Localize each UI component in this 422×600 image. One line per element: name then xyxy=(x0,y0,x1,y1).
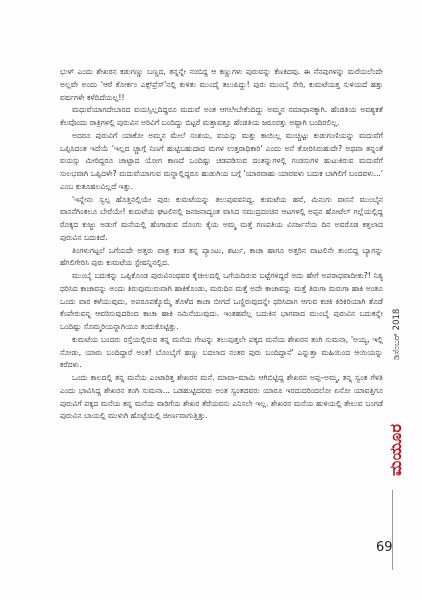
article-paragraph: ತಿಂಗಳುಗಟ್ಟಲೆ ಒಗೆಯದೇ ಅತ್ತರು ವಾತ್ರ ಕಂಡ ತನ್ನ ಪ್ಯಾಂಟು, ಶರ್ಟು, ಕಾಚಾ ಹಾಗೂ ಅತ್ತರಿನ ವಾಟಲಿನೇ ತುಂಬಿದ್ದ ಬ್ಯಾಗನ್ನು ಹೆಗಲಿಗೇರಿಸಿ ಪುರು ಕುಮಟೆಯ ಸ್ಟೇಷನ್ನಿನಲ್ಲಿದ. xyxy=(60,245,383,268)
magazine-logo: ಮಯೂರ xyxy=(386,423,405,476)
article-body xyxy=(60,66,383,423)
article-paragraph: ಕುಮಟೆಯ ಬಂದರು ರಸ್ತೆಯಲ್ಲಿರುವ ತನ್ನ ಮನೆಯ ಗೇಟನ್ನು ತಲುಪುತ್ತಲೇ ಪಕ್ಕದ ಮನೆಯ ಶೇಖರನ ತಂಗಿ ಸುಮನಾ, 'ಅಯ್ಯ, ಇಲ್ಲಿ ನೋಡು, ಯಾರು ಬಂದಿದ್ದಾರೆ ಅಂತ! ಬೊಂಬೈಗೆ ಹಣ್ಣು ಬದಲಾದ ನಂತರ ಪುರು ಬಂದಿದ್ದಾನೆ' ಎನ್ನುತ್ತಾ ಮಹಿಯಿಂದ ಆಯಿಯನ್ನು ಕರೆದಳು. xyxy=(60,334,383,370)
article-paragraph: ಮಧುವೆಯಾಗದೇಬಾರದ ವಯಸ್ಸಿಲ್ಲದಿದ್ದರೂ ಮದುವೆ ಅಂತ ಆಗಲೇಬೇಕೆಂದಿದ್ದು ಅಮ್ಮನ ಸಮಾಧಾನಕ್ಕಾಗಿ. ಹೆಂಡತಿಯ ಅವಶ್ಯಕತೆ ಕೆಲವೊಂದು ರಾತ್ರಿಗಳಲ್ಲಿ ಪುರುವಿನ ಅರಿವಿಗೆ ಬಂದಿದ್ದು ಬಿಟ್ಟರೆ ಮತ್ತಾವತ್ತೂ ಹೆಂಡತಿಯ ಜರೂರತ್ತು ಅಷ್ಟಾಗಿ ಬಂದಿರಲಿಲ್ಲ. xyxy=(60,105,383,127)
article-paragraph: ಮುಂಬೈ ಬದುಕನ್ನು ಒಪ್ಪಿಕೊಂಡ ಪುರುವಿನಂಥವರ ಕೈಚೀಲದಲ್ಲಿ ಒಗೆಯದಿರುವ ಬಟ್ಟೆಗಳಿದ್ದರೆ ಅದು ಹೇಗೆ ಅಪರಾಧವಾದೀತು?! ನಿತ್ಯ ಧರಿಸಿದ ಕಾಚಾವನ್ನು ಅಂದು ತಿರುವುಮುರುವಾಗಿ ಹಾಕಿಕೊಂಡು, ಮರುದಿನ ಮತ್ತೆ ಅದೇ ಕಾಚಾವನ್ನು ಮತ್ತೆ ತಿರುಗಾ ಮರುಗಾ ಹಾಕಿ ಅಂತೂ ಒಂದು ವಾರ ಕಳೆಯುವುದು, ಅಪರೂಪಕ್ಕೊಮ್ಮೆ ತೊಳೆದ ಕಾಚಾ ಬೀಗದೆ ಒಣ್ಣಿರುವುದನ್ನೇ ಧರಿಸಿದಾಗ ಆಗುವ ಕಚಕಿ ಕಿರಿಕಿರಿಯಾಗಿ ತೊಡೆ ಕೆಂಪೇರುವನ್ನ ಆವರಿಸುವುದರಿಂದ ಕಾಚಾ ಹಾಕಿ ಸಮಿನೆಯುವುದು. ಇಂತಹವೆಲ್ಲ ಬದುಕಿನ ಭಾಗವಾದ ಮುಂಬೈ ಪುರುವಿನ ಬದುಕನ್ನೇ ಒಂದಿಷ್ಟು ಸೊಮ್ಮರಿಯನ್ನಾಗಿಯೂ ತಂದುಕೊಟ್ಟಿತ್ತು. xyxy=(60,271,383,331)
article-paragraph: ಭುಳ್ ಎಂದು ಶೇಖರನ ಕಡುಗಣ್ಣು ಬಣ್ಣದ, ತನ್ನನ್ನೇ ನಂಬಿದ್ದ ಆ ಕಣ್ಣುಗಳು ಪುರುವನ್ನು ಕೆಣಕಿದವು. ಈ ನೆನಪುಗಳನ್ನು ಮರೆಯಲೆಂದೇ ಅಲ್ಲವೇ ಅಂದು 'ಆರೆ ಕೋರ್ಕಂ ಎಕ್ಸ್‌ಪ್ರೆಸ್'ನಲ್ಲಿ ಕುಳಿತು ಮುಂದೈ ತಲುಪಿದ್ದು! ಪುರು ಮುಂಬೈ ಸೇರಿ, ಕುಮಟೆಯತ್ತ ಸುಳಿಯದೆ ಹತ್ತು ವರ್ಷಗಳೇ ಕಳೆದಿದೆಯಲ್ಲ!! xyxy=(60,67,383,102)
page-number: 69 xyxy=(376,540,393,555)
divider xyxy=(392,490,393,570)
article-paragraph: 'ಇನ್ನೇನು ಸ್ವಲ್ಪ ಹೊತ್ತಿನಲ್ಲಿಯೇ ಪುರು ಕುಮಟೆಯನ್ನು ತಲುಪುವವನಿದ್ದ. ಕುಮಟೆಯ ಹವೆ, ಮಿನುಗು ವಾಸನೆ ಮುಂಬೈನ ವಾಸನೆಗಿಂತಲೂ ಬೇರೆಯೇ! ಕುಮಟೆಯ ಘಟಲಿನಲ್ಲಿ ಜನಜನಾದ್ಯಂತ ವಾಸಿದ ಸಮುದ್ರದಂಚಿನ ಆಟಗಳಲ್ಲಿ ಅಪ್ಪನ ಹೋಟೆಲ್ ಗಲ್ಲೆಯಲ್ಲಿದ್ದ ರೊಕ್ಕದ ಕುಜ್ಜು ಅಡುಗೆ ಮನೆಯಲ್ಲಿ ಹೆಂಗಾಡುವ ದೊಂಗು ಕೈಯ ಅಮ್ಮ ಮತ್ತೆ ಗಣಪತಿಯ ವಿಸರ್ಜನೆಯ ದಿನ ಅವರೊಡ ಕತ್ತಲಾದ ಪುರುವಿನ ಬದುಕಿದೆ. xyxy=(60,194,383,242)
issue-date: ಡಿಸೆಂಬರ್ 2018 xyxy=(392,308,402,360)
article-paragraph: ಒಂದು ಕಾಲದಲ್ಲಿ ತನ್ನ ಮನೆಯ ಎಂಟಾರಿತ್ತ ಶೇಖರನ ಮನೆ. ಮಾವಾ–ಮಾಮಿ ಆಗಿಬಿಟ್ಟಿದ್ದ ಶೇಖರನ ಅಪ್ಪ–ಅಮ್ಮ, ತನ್ನ ಸ್ವಂತ ಗೆಳತಿ ಎಂದು ಭಾವಿಸಿದ್ದ ಶೇಖರನ ತಂಗಿ ಸುಮನಾ... ಒಡಹುಟ್ಟಿದವರು ಅಂತ ಸ್ವಂತದವರು ಯಾರೂ ಇರದುದರಿಂದಲೋ ಏನೋ ಯಾವತ್ತಿಗೂ ಪುರುವಿಗೆ ಪಕ್ಕದ ಮನೆಯ ತನ್ನ ಮನೆಯ ವಾರಿಗೆಯ ಶೇಖರ ತೆರೆಯವನು ಎನಿಸಲೇ ಇಲ್ಲ. ಶೇಖರನ ಮನೆಯ ಹುಳಿಯಲ್ಲಿ ತೇಲುವ ಬಂಗಡೆ ಪುರುವಿನ ಬಾಯಲ್ಲಿ ಮುಳುಗಿ ಹೊಟ್ಟೆಯಲ್ಲಿ ಜೀರ್ಣವಾಗುತ್ತಿತ್ತು. xyxy=(60,373,383,421)
article-paragraph: ಅದರೂ ಪುರುವಿಗೆ ಯಾಕೋ ಅಮ್ಮನ ಮೇಲೆ ಸಂಶಯ, ವಯಸ್ಸು ಮತ್ತು ಕಾಯಿಲ್ಲ ಮುಚ್ಚಿಟ್ಟು ಕುಡುಗುಣಿಯನ್ನು ಮದುವೆಗೆ ಒಪ್ಪಿಸಿದಂತ ಇದೆಯೆ 'ಇಲ್ಲದ ಚ್ಚಾಗ್ಗೆ ನಿಣಗೆ ಹುಟ್ಟಿಬಹುದಾದ ಮಗಳ ಉತ್ತರಾಧಿಕಾರಿ' ಎಂದು ಅನೆ ತೋರಿಸಿರುಹುದೇ? ಅಥವಾ ತನ್ನಂತೆ ವಯಸ್ಸು ಮೀರಿದ್ದರೂ ಚಾಟ್ಟಾದ ಯೋಗ ಕಾಣದೆ ಒಂದಿಷ್ಟು ಚಡಪಡಿಸುವ ದಂತನ್ನುಗಳಲ್ಲಿ ಗಂಡಸುಗಳ ಹುಟುಕಿರುವ ಮದುವೆಗೆ ಸುಲಭವಾಗಿ ಒಪ್ಪಿದಳೇ? ಮದುವೆಯಾಗುವ ಮನ್ನಾಲ್ಲಿದ್ದರೂ ಹುಡುಗಿಯ ಬಗ್ಗೆ 'ಯಾರವಾಹು ಯಾರವಳು ಬದುಕ ಬಾಗಿಲಿಗೆ ಬಂದವಳು...' ಎಂಬ ಕುತೂಹಲವಿಲ್ಲದೆ ಇತ್ತು. xyxy=(60,130,383,191)
